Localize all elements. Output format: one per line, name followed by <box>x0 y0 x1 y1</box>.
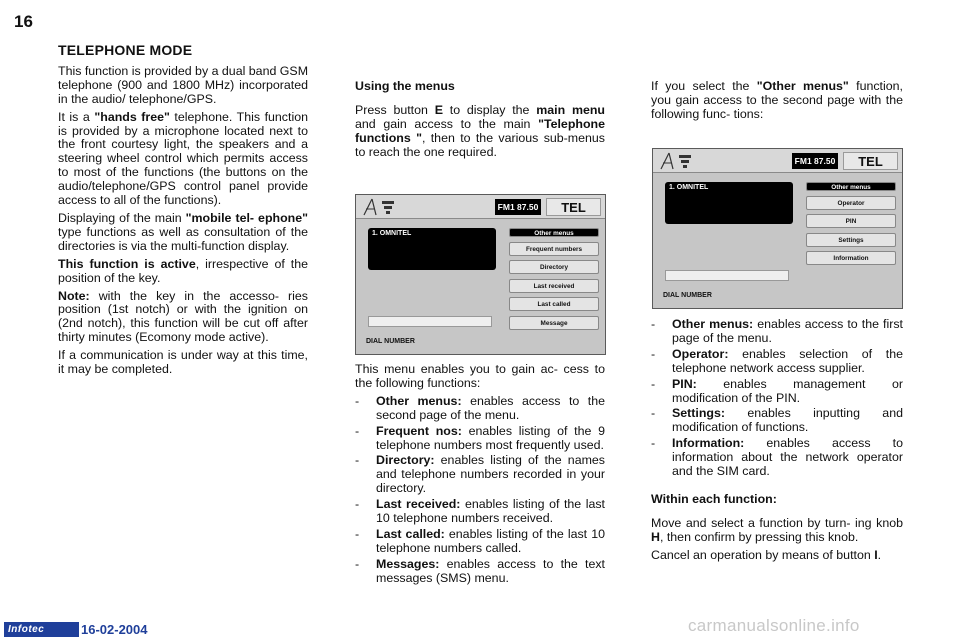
list-item: - Last received: enables listing of the last 10 telephone numbers received. <box>355 497 605 526</box>
screen-status-bar <box>356 195 605 219</box>
list-item: - Last called: enables listing of the last 10 telephone numbers called. <box>355 526 605 555</box>
column-using-menus <box>355 80 605 164</box>
menu-item-other-menus[interactable]: Other menus <box>509 228 599 237</box>
hands-free-paragraph: It is a "hands free" telephone. This function is provided by a microphone located next to the front courtesy light, the speakers and a steering wheel control which permits access to most of the functions (the buttons on the audio/telephone/GPS control panel provide access to all of the functions). <box>58 109 308 208</box>
dial-number-label: DIAL NUMBER <box>663 292 712 299</box>
list-item: - Frequent nos: enables listing of the 9 telephone numbers most frequently used. <box>355 423 606 452</box>
watermark: carmanualsonline.info <box>688 616 860 635</box>
list-item: - Messages: enables access to the text messages (SMS) menu. <box>355 556 605 585</box>
menu-item-message[interactable]: Message <box>509 316 599 330</box>
radio-frequency-display: FM1 87.50 <box>792 153 838 169</box>
infotec-logo: Infotec <box>4 622 79 637</box>
second-page-function-list <box>651 318 903 479</box>
operator-panel <box>665 182 793 224</box>
section-title: TELEPHONE MODE <box>58 42 193 58</box>
footer-date: 16-02-2004 <box>81 622 148 637</box>
column-intro <box>58 40 308 381</box>
intro-paragraph: This function is provided by a dual band GSM telephone (900 and 1800 MHz) incorporated in the audio/ telephone/GPS. <box>58 63 309 106</box>
menu-item-other-menus[interactable]: Other menus <box>806 182 896 191</box>
menu-item-last-called[interactable]: Last called <box>509 297 599 311</box>
menu-item-settings[interactable]: Settings <box>806 233 896 247</box>
cancel-paragraph: Cancel an operation by means of button I. <box>651 547 882 562</box>
menu-item-pin[interactable]: PIN <box>806 214 896 228</box>
page-number: 16 <box>14 12 33 31</box>
dial-number-label: DIAL NUMBER <box>366 338 415 345</box>
antenna-signal-icon <box>362 197 396 217</box>
screen-menu-list <box>509 228 599 334</box>
dial-number-input[interactable] <box>665 270 789 281</box>
menu-item-frequent-numbers[interactable]: Frequent numbers <box>509 242 599 256</box>
column-other-menus <box>651 80 903 126</box>
column-menu-functions <box>355 363 605 588</box>
menu-item-last-received[interactable]: Last received <box>509 279 599 293</box>
press-button-paragraph: Press button E to display the main menu and gain access to the main "Telephone functions ", then to the various sub-menus to reach the one required. <box>355 102 605 159</box>
knob-paragraph: Move and select a function by turn- ing knob H, then confirm by pressing this knob. <box>651 515 903 544</box>
using-menus-heading: Using the menus <box>355 79 455 93</box>
list-item: - Directory: enables listing of the names and telephone numbers recorded in your directory. <box>355 453 605 496</box>
other-menus-paragraph: If you select the "Other menus" function, you gain access to the second page with the following func- tions: <box>651 79 903 121</box>
tel-mode-label: TEL <box>843 152 898 170</box>
list-item: - Settings: enables inputting and modification of functions. <box>651 406 903 435</box>
list-item: - Operator: enables selection of the telephone network access supplier. <box>651 346 903 375</box>
second-menu-screen <box>652 148 903 309</box>
menu-item-information[interactable]: Information <box>806 251 896 265</box>
screen-status-bar <box>653 149 902 173</box>
communication-paragraph: If a communication is under way at this time, it may be completed. <box>58 348 308 377</box>
operator-name: 1. OMNITEL <box>372 230 412 237</box>
screen-menu-list <box>806 182 896 270</box>
column-second-page-functions <box>651 318 903 567</box>
antenna-signal-icon <box>659 151 693 171</box>
operator-name: 1. OMNITEL <box>669 184 709 191</box>
menu-item-operator[interactable]: Operator <box>806 196 896 210</box>
display-paragraph: Displaying of the main "mobile tel- ephone" type functions as well as consultation of the directories is via the multi-function display. <box>58 210 308 253</box>
within-function-heading: Within each function: <box>651 491 777 506</box>
list-item: - Information: enables access to information about the network operator and the SIM card. <box>651 436 903 479</box>
note-paragraph: Note: with the key in the accesso- ries position (1st notch) or with the ignition on (2nd notch), this function will be cut off after thirty minutes (Ecomony mode active). <box>58 288 308 345</box>
tel-mode-label: TEL <box>546 198 601 216</box>
list-item: - PIN: enables management or modification of the PIN. <box>651 376 903 405</box>
list-item: - Other menus: enables access to the first page of the menu. <box>651 317 903 345</box>
main-menu-function-list <box>355 395 605 586</box>
menu-item-directory[interactable]: Directory <box>509 260 599 274</box>
menu-intro: This menu enables you to gain ac- cess to the following functions: <box>355 362 605 390</box>
operator-panel <box>368 228 496 270</box>
dial-number-input[interactable] <box>368 316 492 327</box>
active-paragraph: This function is active, irrespective of the position of the key. <box>58 256 308 285</box>
radio-frequency-display: FM1 87.50 <box>495 199 541 215</box>
list-item: - Other menus: enables access to the second page of the menu. <box>355 393 606 422</box>
main-menu-screen <box>355 194 606 355</box>
